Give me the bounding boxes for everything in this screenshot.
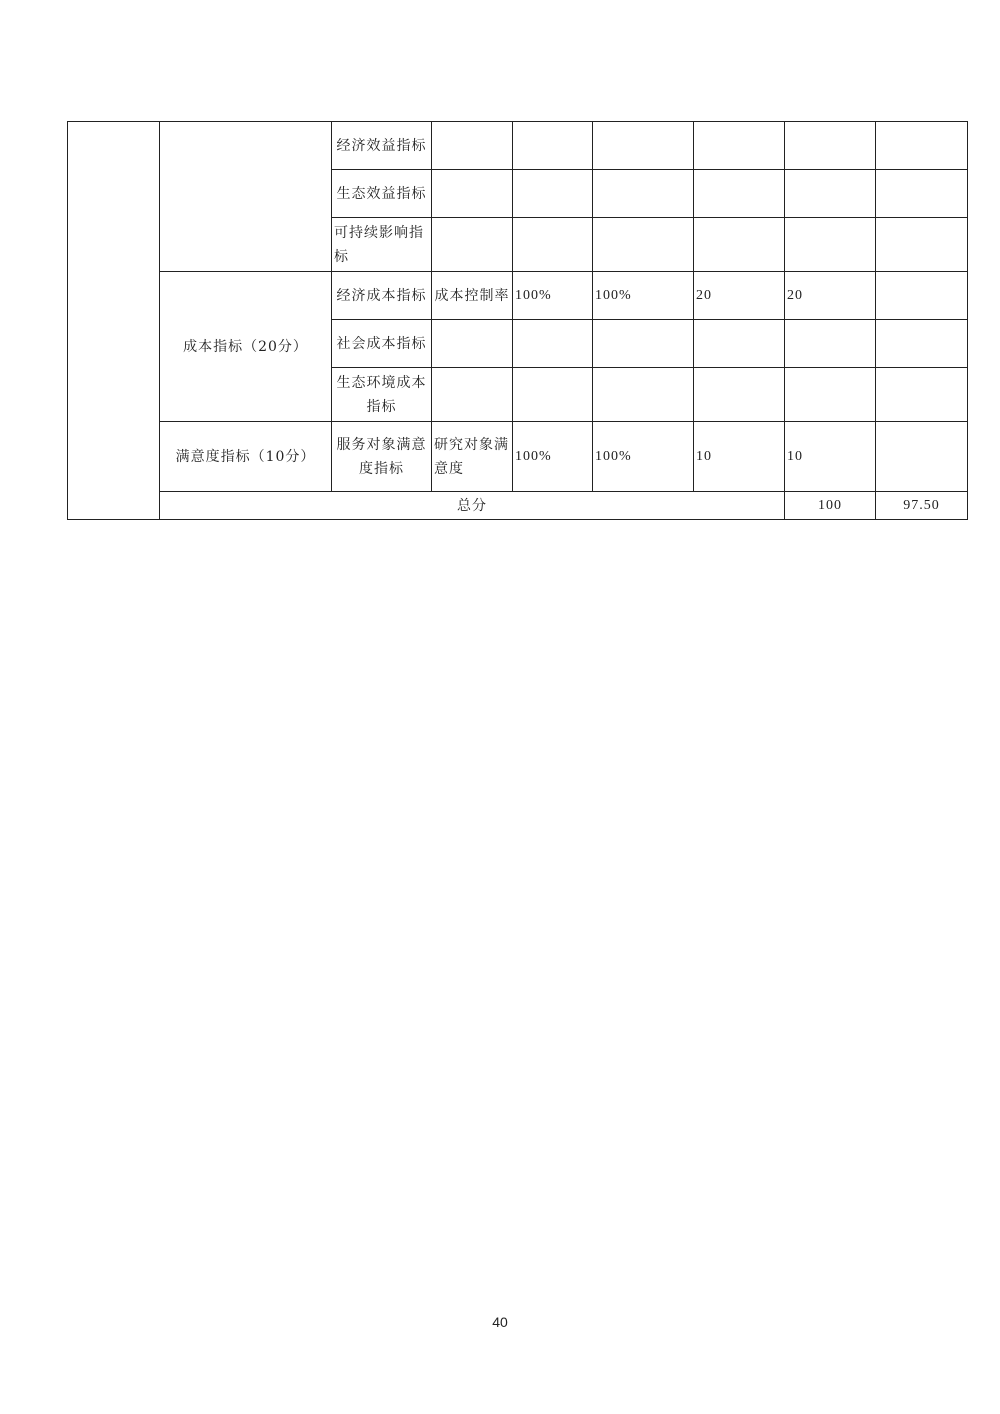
total-weight: 100 [785,492,876,520]
weight-cell [694,218,785,272]
indicator-cell [432,218,513,272]
indicator-cell: 研究对象满意度 [432,422,513,492]
actual-cell: 100% [593,272,694,320]
weight-cell [694,368,785,422]
weight-cell [694,122,785,170]
remark-cell [876,218,968,272]
actual-cell: 100% [593,422,694,492]
actual-cell [593,170,694,218]
remark-cell [876,422,968,492]
score-cell [785,170,876,218]
score-cell: 10 [785,422,876,492]
target-cell [513,218,593,272]
score-cell [785,218,876,272]
score-cell: 20 [785,272,876,320]
indicator-cell [432,320,513,368]
table-row [68,272,968,320]
table-row [68,492,968,520]
score-cell [785,122,876,170]
level3-cell: 服务对象满意度指标 [332,422,432,492]
actual-cell [593,320,694,368]
target-cell [513,320,593,368]
level2-cell: 满意度指标（10分） [160,422,332,492]
level3-cell: 可持续影响指标 [332,218,432,272]
level3-cell: 经济效益指标 [332,122,432,170]
indicator-cell [432,170,513,218]
target-cell: 100% [513,422,593,492]
level1-cell [68,122,160,520]
remark-cell [876,368,968,422]
score-cell [785,368,876,422]
level3-cell: 生态环境成本指标 [332,368,432,422]
level2-cell [160,122,332,272]
table-row [68,122,968,170]
score-cell [785,320,876,368]
total-score: 97.50 [876,492,968,520]
target-cell [513,122,593,170]
level2-cell: 成本指标（20分） [160,272,332,422]
indicator-cell [432,122,513,170]
level3-cell: 经济成本指标 [332,272,432,320]
indicator-cell [432,368,513,422]
remark-cell [876,272,968,320]
remark-cell [876,122,968,170]
weight-cell [694,170,785,218]
level3-cell: 生态效益指标 [332,170,432,218]
remark-cell [876,170,968,218]
actual-cell [593,122,694,170]
weight-cell [694,320,785,368]
target-cell: 100% [513,272,593,320]
actual-cell [593,368,694,422]
level3-cell: 社会成本指标 [332,320,432,368]
weight-cell: 20 [694,272,785,320]
page-number: 40 [492,1314,508,1330]
table-row [68,422,968,492]
remark-cell [876,320,968,368]
weight-cell: 10 [694,422,785,492]
target-cell [513,368,593,422]
performance-table [67,121,968,520]
target-cell [513,170,593,218]
total-label: 总分 [160,492,785,520]
indicator-cell: 成本控制率 [432,272,513,320]
actual-cell [593,218,694,272]
